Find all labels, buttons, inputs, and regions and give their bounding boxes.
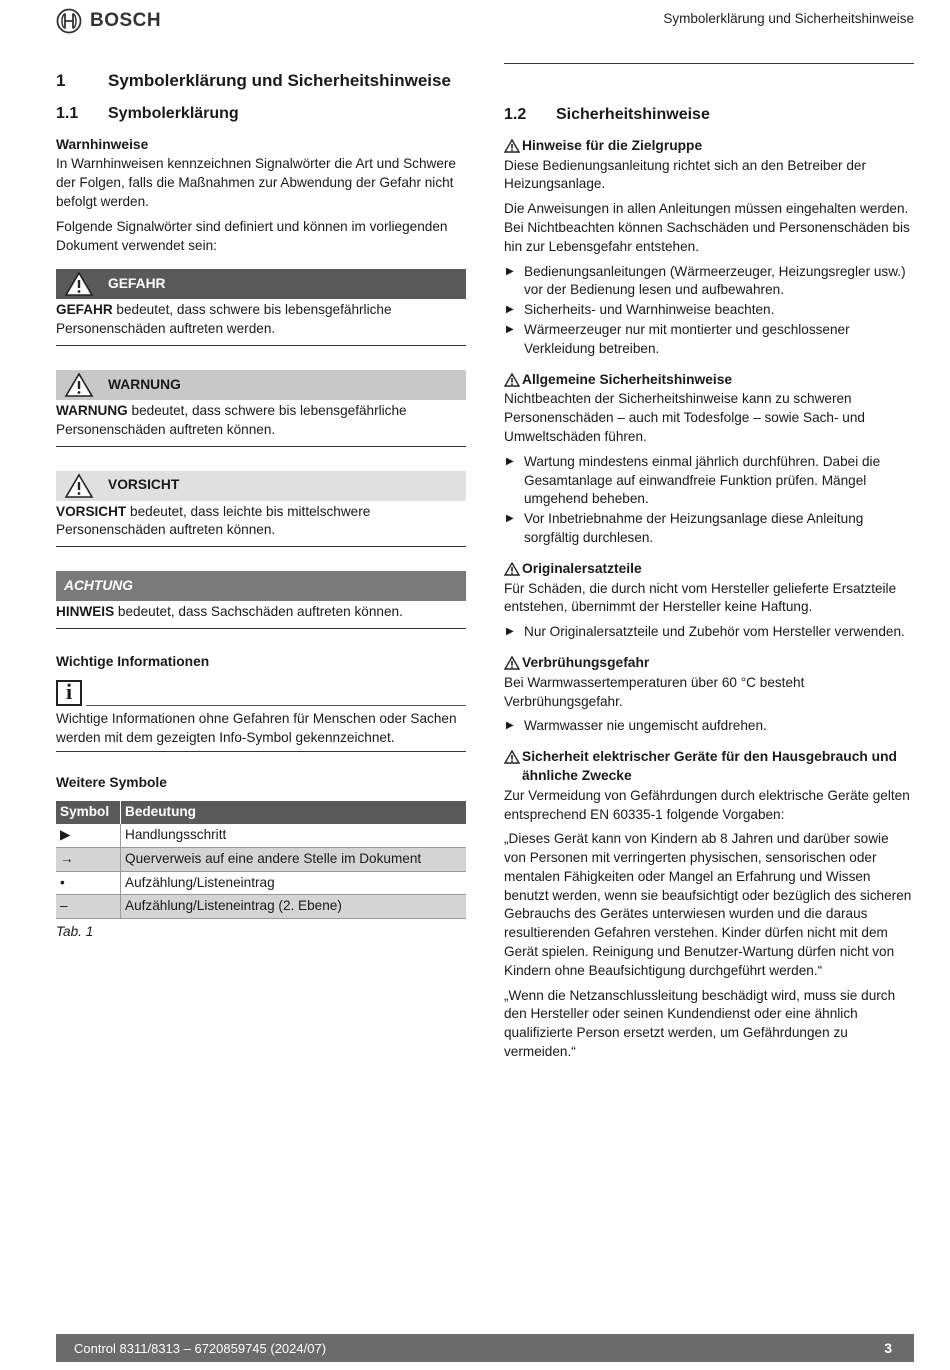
table-caption: Tab. 1 [56, 924, 94, 940]
warnhinweise-paragraph: In Warnhinweisen kennzeichnen Signalwörter die Art und Schwere der Folgen, falls die Maßnahmen zur Abwendung der Gefahr nicht befolgt werden. [56, 156, 456, 209]
table-row [56, 871, 466, 895]
allgemeine-list [504, 453, 914, 548]
list-item: ▶ Sicherheits- und Warnhinweise beachten. [504, 301, 914, 320]
warning-triangle-icon [504, 656, 520, 670]
verbruehung-list [504, 717, 914, 736]
column-header-meaning: Bedeutung [121, 801, 467, 824]
table-header-row [56, 801, 466, 824]
section-title: Sicherheitshinweise [556, 106, 710, 123]
warning-triangle-icon [64, 271, 94, 297]
warnung-bar [56, 370, 466, 400]
info-icon: i [56, 680, 82, 706]
hinweis-text [56, 601, 466, 629]
originalersatzteile-p1: Für Schäden, die durch nicht vom Hersteller gelieferte Ersatzteile entstehen, übernimmt der Hersteller keine Haftung. [504, 580, 897, 615]
bosch-armature-icon [56, 8, 82, 34]
list-item: ▶ Wartung mindestens einmal jährlich durchführen. Dabei die Gesamtanlage auf einwandfreie Funktion prüfen. Mängel umgehend beheben. [504, 453, 914, 509]
elektrische-geraete-title: Sicherheit elektrischer Geräte für den Hausgebrauch und ähnliche Zwecke [522, 749, 897, 783]
allgemeine-p1: Nichtbeachten der Sicherheitshinweise kann zu schweren Personenschäden – auch mit Todesfolge – sowie Sach- und Umweltschäden führen. [504, 391, 865, 444]
achtung-bar [56, 571, 466, 601]
achtung-box [56, 571, 466, 629]
section-number: 1.1 [56, 104, 79, 122]
list-item: ▶ Wärmeerzeuger nur mit montierter und geschlossener Verkleidung betreiben. [504, 321, 914, 359]
originalersatzteile-title: Originalersatzteile [522, 560, 642, 576]
table-row [56, 895, 466, 919]
left-column [56, 72, 466, 942]
vorsicht-description: bedeutet, dass leichte bis mittelschwere Personenschäden auftreten können. [56, 503, 371, 538]
elektrische-geraete-p1: Zur Vermeidung von Gefährdungen durch elektrische Geräte gelten entsprechend EN 60335-1 folgende Vorgaben: [504, 787, 910, 822]
zielgruppe-p2: Die Anweisungen in allen Anleitungen müssen eingehalten werden. Bei Nichtbeachten können Sachschäden und Personenschäden bis hin zur Lebensgefahr entstehen. [504, 201, 910, 254]
wichtige-informationen-heading: Wichtige Informationen [56, 653, 210, 669]
warnhinweise-heading: Warnhinweise [56, 136, 149, 152]
zielgruppe-heading [504, 137, 914, 156]
gefahr-description: bedeutet, dass schwere bis lebensgefährliche Personenschäden auftreten werden. [56, 302, 392, 337]
meaning-cell: Aufzählung/Listeneintrag (2. Ebene) [121, 895, 467, 919]
section-heading-1-2 [504, 106, 914, 125]
warnung-word: WARNUNG [56, 402, 128, 418]
warning-triangle-icon [504, 750, 520, 764]
elektrische-geraete-p3: „Wenn die Netzanschlussleitung beschädigt wird, muss sie durch den Hersteller oder seinen Kundendienst oder eine ähnlich qualifizierte Person ersetzt werden, um Gefährdungen zu vermeiden.“ [504, 987, 896, 1060]
list-item: ▶ Nur Originalersatzteile und Zubehör vom Hersteller verwenden. [504, 623, 914, 642]
vorsicht-label: VORSICHT [108, 477, 180, 493]
allgemeine-title: Allgemeine Sicherheitshinweise [522, 371, 733, 387]
list-item: ▶ Warmwasser nie ungemischt aufdrehen. [504, 717, 914, 736]
meaning-cell: Querverweis auf eine andere Stelle im Dokument [121, 847, 467, 871]
header-divider [504, 63, 914, 64]
vorsicht-bar [56, 471, 466, 501]
achtung-label: ACHTUNG [64, 577, 133, 593]
elektrische-geraete-p2: „Dieses Gerät kann von Kindern ab 8 Jahren und darüber sowie von Personen mit verringerten physischen, sensorischen oder mentalen Fähigkeiten oder Mangel an Erfahrung und Wissen benutzt werden, wenn sie beaufsichtigt oder bezüglich des sicheren Gebrauchs des Gerätes unterwiesen wurden und die daraus resultierenden Gefahren verstehen. Kinder dürfen nicht mit dem Gerät spielen. Reinigung und Benutzer-Wartung dürfen nicht von Kindern ohne Beaufsichtigung durchgeführt werden.“ [504, 831, 912, 978]
chapter-number: 1 [56, 71, 66, 90]
gefahr-text [56, 299, 466, 346]
gefahr-label: GEFAHR [108, 275, 166, 291]
column-header-symbol: Symbol [56, 801, 121, 824]
originalersatzteile-heading [504, 560, 914, 579]
running-header: Symbolerklärung und Sicherheitshinweise [663, 11, 914, 26]
vorsicht-word: VORSICHT [56, 503, 127, 519]
section-heading-1-1 [56, 105, 466, 124]
symbol-cell: – [56, 895, 121, 919]
vorsicht-text [56, 501, 466, 548]
right-column [504, 106, 914, 1068]
hinweis-description: bedeutet, dass Sachschäden auftreten können. [114, 604, 403, 620]
page-number: 3 [884, 1340, 892, 1356]
wichtige-informationen-text: Wichtige Informationen ohne Gefahren für Menschen oder Sachen werden mit dem gezeigten Info-Symbol gekennzeichnet. [56, 706, 466, 753]
verbruehung-title: Verbrühungsgefahr [522, 654, 650, 670]
warnung-description: bedeutet, dass schwere bis lebensgefährliche Personenschäden auftreten können. [56, 402, 407, 437]
warnung-box [56, 370, 466, 447]
warnung-text [56, 400, 466, 447]
info-divider [86, 705, 466, 706]
footer-document-id: Control 8311/8313 – 6720859745 (2024/07) [74, 1340, 327, 1356]
warning-triangle-icon [504, 139, 520, 153]
chapter-heading [56, 72, 466, 91]
elektrische-geraete-heading [504, 748, 914, 786]
page-footer [56, 1334, 914, 1362]
symbol-cell: • [56, 871, 121, 895]
warning-triangle-icon [64, 372, 94, 398]
zielgruppe-list [504, 263, 914, 359]
zielgruppe-title: Hinweise für die Zielgruppe [522, 137, 703, 153]
weitere-symbole-heading: Weitere Symbole [56, 775, 167, 791]
warnung-label: WARNUNG [108, 376, 181, 392]
table-row [56, 847, 466, 871]
table-row [56, 824, 466, 847]
verbruehung-p1: Bei Warmwassertemperaturen über 60 °C besteht Verbrühungsgefahr. [504, 674, 805, 709]
symbol-table [56, 801, 466, 919]
gefahr-bar [56, 269, 466, 299]
zielgruppe-p1: Diese Bedienungsanleitung richtet sich an den Betreiber der Heizungsanlage. [504, 157, 866, 192]
bosch-logo [56, 8, 161, 34]
verbruehung-heading [504, 654, 914, 673]
list-item: ▶ Vor Inbetriebnahme der Heizungsanlage diese Anleitung sorgfältig durchlesen. [504, 510, 914, 548]
chapter-title: Symbolerklärung und Sicherheitshinweise [108, 71, 451, 90]
warning-triangle-icon [504, 373, 520, 387]
warning-triangle-icon [64, 473, 94, 499]
meaning-cell: Handlungsschritt [121, 824, 467, 847]
allgemeine-heading [504, 371, 914, 390]
section-number: 1.2 [504, 106, 527, 123]
hinweis-word: HINWEIS [56, 604, 115, 620]
info-symbol-row [56, 680, 466, 706]
symbol-cell: ▶ [56, 824, 121, 847]
meaning-cell: Aufzählung/Listeneintrag [121, 871, 467, 895]
symbol-cell: → [56, 847, 121, 871]
section-title: Symbolerklärung [108, 104, 239, 122]
signalwoerter-paragraph: Folgende Signalwörter sind definiert und können im vorliegenden Dokument verwendet sein: [56, 218, 448, 253]
vorsicht-box [56, 471, 466, 548]
gefahr-word: GEFAHR [56, 302, 113, 318]
warning-triangle-icon [504, 562, 520, 576]
gefahr-box [56, 269, 466, 346]
originalersatzteile-list [504, 623, 914, 642]
brand-name: BOSCH [90, 10, 162, 31]
list-item: ▶ Bedienungsanleitungen (Wärmeerzeuger, Heizungsregler usw.) vor der Bedienung lesen und aufbewahren. [504, 263, 914, 301]
